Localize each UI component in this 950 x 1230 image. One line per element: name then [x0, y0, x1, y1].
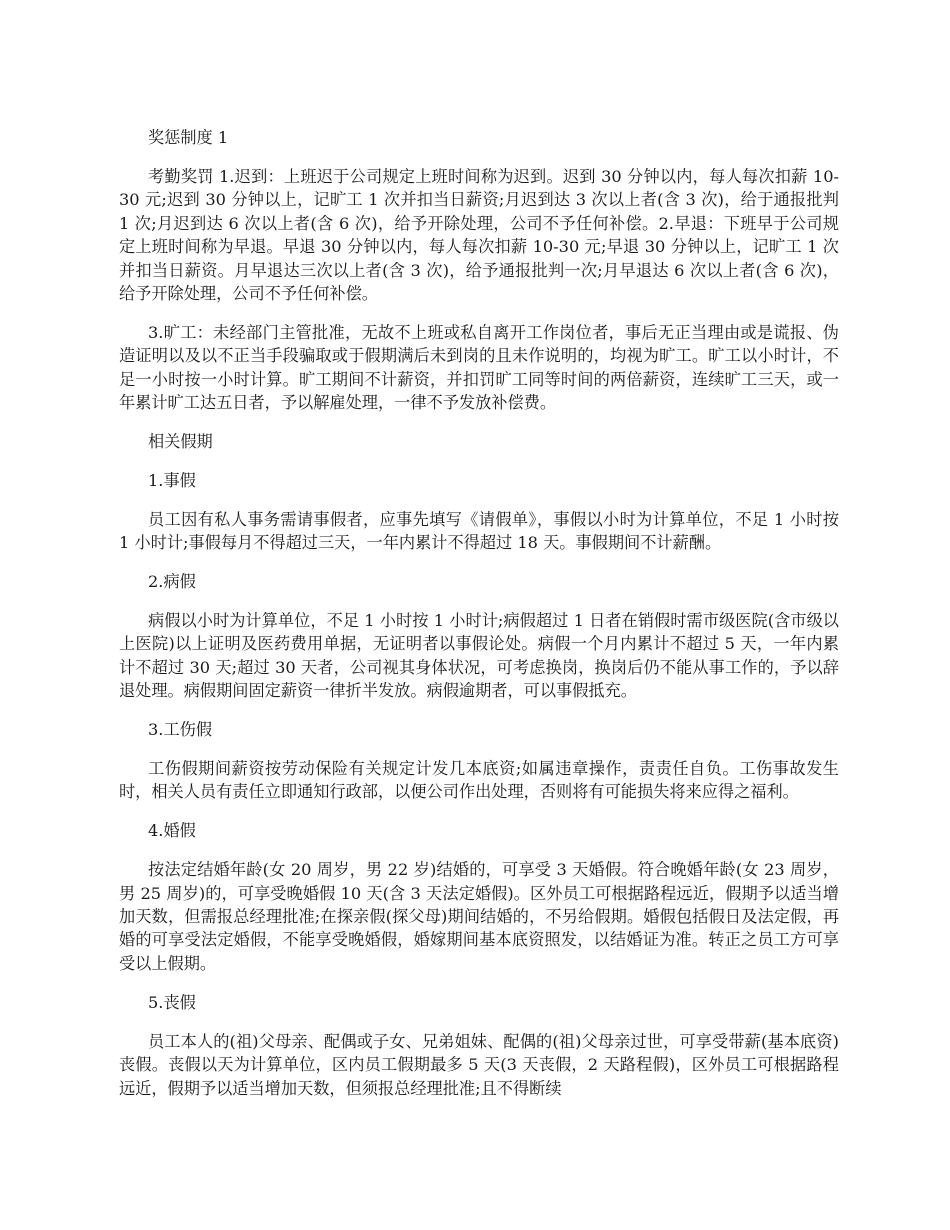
document-body [119, 126, 839, 1115]
absenteeism-paragraph: 3.旷工：未经部门主管批准，无故不上班或私自离开工作岗位者，事后无正当理由或是谎报、伪造证明以及以不正当手段骗取或于假期满后未到岗的且未作说明的，均视为旷工。旷工以小时计，不足一小时按一小时计算。旷工期间不计薪资，并扣罚旷工同等时间的两倍薪资，连续旷工三天，或一年累计旷工达五日者，予以解雇处理，一律不予发放补偿费。 [119, 322, 839, 413]
leave-heading: 5.丧假 [148, 992, 196, 1012]
leave-heading: 4.婚假 [148, 821, 196, 841]
leave-body: 员工因有私人事务需请事假者，应事先填写《请假单》，事假以小时为计算单位，不足 1 小时按 1 小时计;事假每月不得超过三天，一年内累计不得超过 18 天。事假期间不计薪酬。 [119, 509, 839, 553]
attendance-paragraph: 考勤奖罚 1.迟到：上班迟于公司规定上班时间称为迟到。迟到 30 分钟以内，每人每次扣薪 10-30 元;迟到 30 分钟以上，记旷工 1 次并扣当日薪资;月迟到达 3 次以上者(含 3 次)，给于通报批判 1 次;月迟到达 6 次以上者(含 6 次)，给予开除处理，公司不予任何补偿。2.早退：下班早于公司规定上班时间称为早退。早退 30 分钟以内，每人每次扣薪 10-30 元;早退 30 分钟以上，记旷工 1 次并扣当日薪资。月早退达三次以上者(含 3 次)，给予通报批判一次;月早退达 6 次以上者(含 6 次)，给予开除处理，公司不予任何补偿。 [119, 166, 839, 303]
section-heading: 相关假期 [148, 431, 213, 451]
leave-body: 按法定结婚年龄(女 20 周岁，男 22 岁)结婚的，可享受 3 天婚假。符合晚婚年龄(女 23 周岁，男 25 周岁)的，可享受晚婚假 10 天(含 3 天法定婚假)。区外员工可根据路程远近，假期予以适当增加天数，但需报总经理批准;在探亲假(探父母)期间结婚的，不另给假期。婚假包括假日及法定假，再婚的可享受法定婚假，不能享受晚婚假，婚嫁期间基本底资照发，以结婚证为准。转正之员工方可享受以上假期。 [119, 860, 839, 973]
leave-body: 员工本人的(祖)父母亲、配偶或子女、兄弟姐妹、配偶的(祖)父母亲过世，可享受带薪(基本底资)丧假。丧假以天为计算单位，区内员工假期最多 5 天(3 天丧假，2 天路程假)，区外员工可根据路程远近，假期予以适当增加天数，但须报总经理批准;且不得断续 [119, 1031, 839, 1098]
leave-heading: 3.工伤假 [148, 720, 213, 740]
leave-heading: 2.病假 [148, 572, 196, 592]
leave-heading: 1.事假 [148, 470, 196, 490]
document-title: 奖惩制度 1 [148, 128, 229, 147]
leave-body: 工伤假期间薪资按劳动保险有关规定计发几本底资;如属违章操作，责责任自负。工伤事故发生时，相关人员有责任立即通知行政部，以便公司作出处理，否则将有可能损失将来应得之福利。 [119, 759, 839, 802]
leave-body: 病假以小时为计算单位，不足 1 小时按 1 小时计;病假超过 1 日者在销假时需市级医院(含市级以上医院)以上证明及医药费用单据，无证明者以事假论处。病假一个月内累计不超过 5 天，一年内累计不超过 30 天;超过 30 天者，公司视其身体状况，可考虑换岗，换岗后仍不能从事工作的，予以辞退处理。病假期间固定薪资一律折半发放。病假逾期者，可以事假抵充。 [119, 611, 839, 701]
